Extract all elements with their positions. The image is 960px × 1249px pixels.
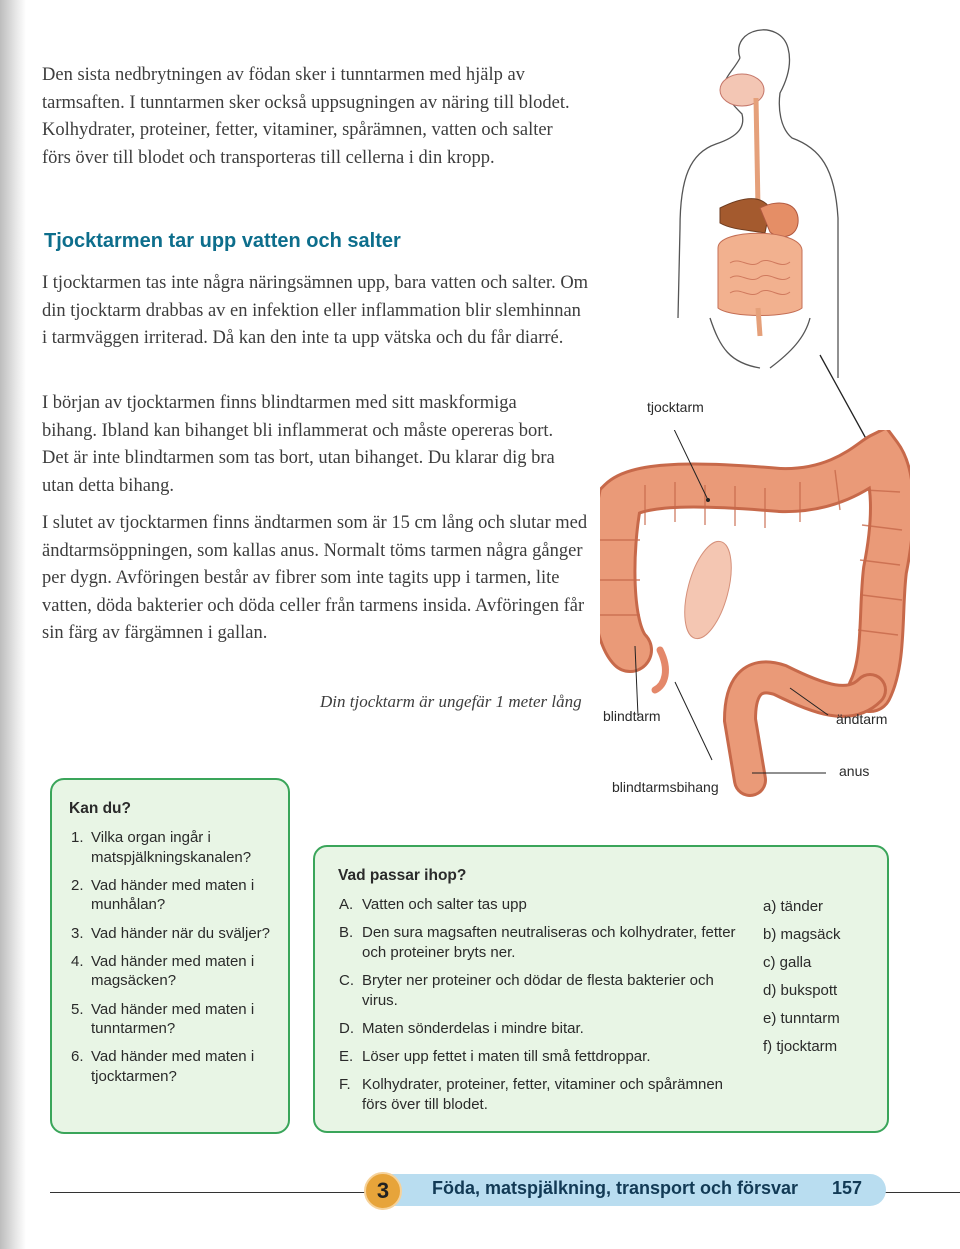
section-heading: Tjocktarmen tar upp vatten och salter bbox=[44, 230, 401, 252]
match-text: Bryter ner proteiner och dödar de flesta bakterier och virus. bbox=[362, 972, 714, 1009]
large-intestine-illustration bbox=[600, 430, 910, 800]
question-item bbox=[69, 924, 279, 944]
vad-passar-title: Vad passar ihop? bbox=[338, 867, 467, 884]
question-text: Vad händer med maten i tjocktarmen? bbox=[91, 1048, 255, 1085]
match-letter: F. bbox=[339, 1076, 351, 1093]
paragraph-tjocktarm: I tjocktarmen tas inte några näringsämnen upp, bara vatten och salter. Om din tjocktarm drabbas av en infektion eller inflammation blir slemhinnan i tarmväggen irriterad. Då kan den inte ta upp vätska och du får diarré. bbox=[42, 273, 589, 349]
vad-passar-ihop-box bbox=[313, 845, 889, 1133]
match-item bbox=[338, 1019, 748, 1039]
question-text: Vad händer med maten i tunntarmen? bbox=[91, 1000, 255, 1038]
digestive-system-illustration bbox=[670, 18, 850, 378]
chapter-title: Föda, matspjälkning, transport och försvar bbox=[432, 1178, 799, 1198]
question-text: Vad händer när du sväljer? bbox=[91, 924, 271, 942]
question-text: Vad händer med maten i magsäcken? bbox=[91, 952, 255, 990]
question-text: Vad händer med maten i munhålan? bbox=[91, 876, 255, 914]
question-number: 4. bbox=[71, 952, 84, 970]
match-item bbox=[338, 1047, 748, 1067]
question-item bbox=[69, 1000, 279, 1039]
match-item bbox=[338, 1075, 748, 1115]
label-anus: anus bbox=[839, 763, 870, 779]
kan-du-title: Kan du? bbox=[69, 800, 131, 817]
match-letter: E. bbox=[339, 1048, 354, 1065]
paragraph-andtarm: I slutet av tjocktarmen finns ändtarmen som är 15 cm lång och slutar med ändtarmsöppningen, som kallas anus. Normalt töms tarmen några gånger per dygn. Avföringen består av fibrer som inte tagits upp i tarmen, lite vatten, döda bakterier och döda celler från tarmens insida. Avföringen får sin färg av färgämnen i gallan. bbox=[42, 513, 588, 644]
answer-option: b) magsäck bbox=[763, 926, 841, 943]
match-letter: B. bbox=[339, 924, 354, 941]
answer-option: a) tänder bbox=[763, 898, 824, 915]
match-letter: D. bbox=[339, 1020, 354, 1037]
answer-options bbox=[763, 893, 841, 1061]
chapter-badge: 3 bbox=[364, 1172, 402, 1210]
intro-paragraph: Den sista nedbrytningen av födan sker i tunntarmen med hjälp av tarmsaften. I tunntarmen sker också uppsugningen av näring till blodet. Kolhydrater, proteiner, fetter, vitaminer, spårämnen, vatten och salter förs över till blodet och transporteras till cellerna i din kropp. bbox=[42, 65, 570, 168]
match-letter: A. bbox=[339, 896, 354, 913]
page-spine-shadow bbox=[0, 0, 26, 1249]
match-text: Maten sönderdelas i mindre bitar. bbox=[362, 1020, 584, 1037]
match-letter: C. bbox=[339, 972, 354, 989]
question-item bbox=[69, 952, 279, 991]
match-item bbox=[338, 895, 748, 915]
match-text: Kolhydrater, proteiner, fetter, vitaminer och spårämnen förs över till blodet. bbox=[362, 1076, 724, 1113]
question-item bbox=[69, 1047, 279, 1086]
answer-option: c) galla bbox=[763, 954, 812, 971]
label-andtarm: ändtarm bbox=[836, 711, 888, 727]
match-text: Den sura magsaften neutraliseras och kolhydrater, fetter och proteiner bryts ner. bbox=[362, 924, 736, 961]
answer-option: f) tjocktarm bbox=[763, 1038, 838, 1055]
match-item bbox=[338, 971, 748, 1011]
question-number: 3. bbox=[71, 924, 84, 942]
match-item bbox=[338, 923, 748, 963]
label-blindtarmsbihang: blindtarmsbihang bbox=[612, 779, 719, 795]
answer-option: e) tunntarm bbox=[763, 1010, 840, 1027]
answer-option: d) bukspott bbox=[763, 982, 838, 999]
question-number: 6. bbox=[71, 1048, 84, 1066]
question-number: 5. bbox=[71, 1000, 84, 1018]
question-number: 2. bbox=[71, 876, 84, 894]
page-number: 157 bbox=[832, 1178, 863, 1198]
question-item bbox=[69, 828, 279, 867]
match-text: Löser upp fettet i maten till små fettdroppar. bbox=[362, 1048, 651, 1065]
paragraph-blindtarm: I början av tjocktarmen finns blindtarmen med sitt maskformiga bihang. Ibland kan bihanget bli inflammerat och måste opereras bort. Det är inte blindtarmen som tas bort, utan bihanget. Du klarar dig bra utan detta bihang. bbox=[42, 393, 555, 496]
label-tjocktarm: tjocktarm bbox=[647, 399, 704, 415]
figure-caption: Din tjocktarm är ungefär 1 meter lång bbox=[320, 692, 582, 711]
question-item bbox=[69, 876, 279, 915]
question-number: 1. bbox=[71, 829, 84, 846]
match-text: Vatten och salter tas upp bbox=[362, 896, 527, 913]
question-text: Vilka organ ingår i matspjälkningskanalen? bbox=[91, 829, 252, 866]
kan-du-box bbox=[50, 778, 290, 1134]
label-blindtarm: blindtarm bbox=[603, 708, 661, 724]
